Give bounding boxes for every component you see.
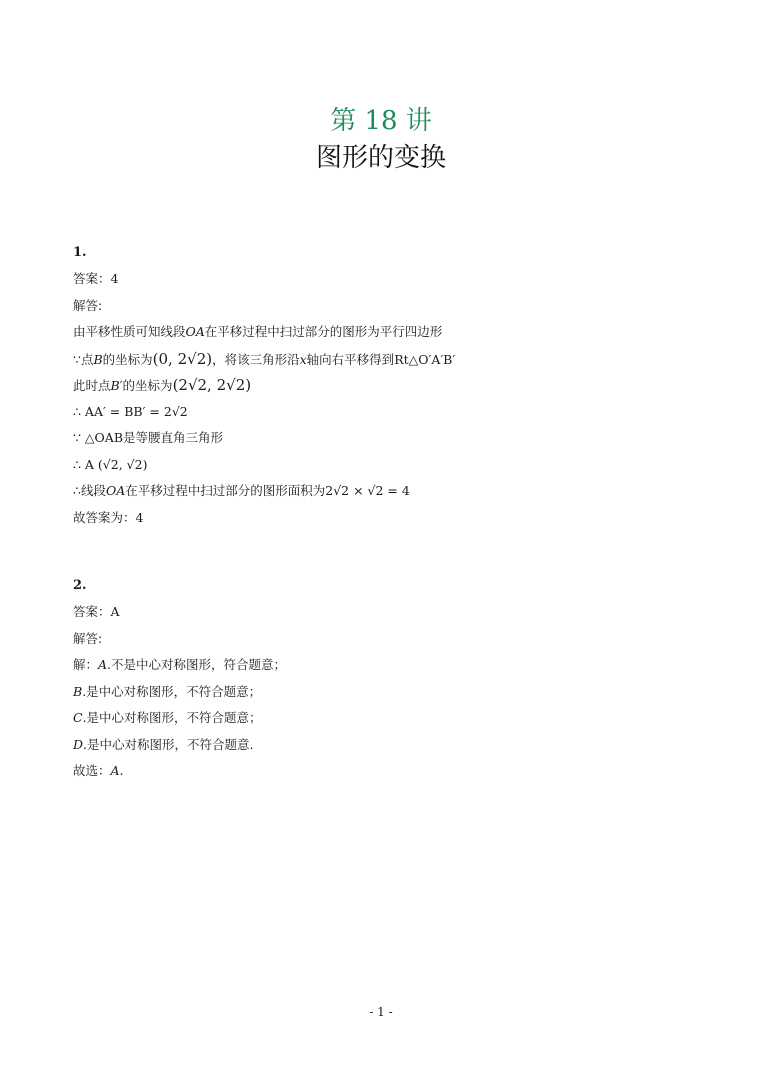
math-expr: ∵ △OAB	[73, 430, 123, 445]
math-expr: ∴ AA′ = BB′ = 2√2	[73, 403, 188, 419]
solution-line-6	[73, 452, 693, 479]
text: 在平移过程中扫过部分的图形面积为	[125, 483, 326, 498]
text: 由平移性质可知线段	[73, 324, 186, 339]
answer-line	[73, 599, 693, 626]
question-number: 1.	[73, 245, 87, 260]
text: .是中心对称图形，不符合题意.	[83, 736, 254, 752]
text: 在平移过程中扫过部分的图形为平行四边形	[204, 324, 443, 339]
solution-line-4	[73, 399, 693, 426]
math-var: B	[93, 351, 103, 367]
solution-line-2	[73, 679, 693, 706]
final-answer-line	[73, 505, 693, 532]
math-var: C	[73, 710, 83, 725]
solution-line-5	[73, 425, 693, 452]
answer-value: A	[110, 604, 120, 619]
solution-line-1	[73, 652, 693, 679]
question-2	[73, 573, 693, 785]
solution-line-4	[73, 732, 693, 759]
math-var: A	[110, 763, 120, 778]
solution-line-7	[73, 478, 693, 505]
solution-line-1	[73, 319, 693, 346]
text: ∴线段	[73, 483, 106, 498]
text: 故选：	[73, 763, 111, 778]
math-var: OA	[185, 324, 205, 339]
text: 是等腰直角三角形	[123, 430, 224, 445]
math-var: OA	[105, 483, 126, 498]
math-expr: Rt△O′A′B′	[394, 351, 456, 367]
solution-label: 解答:	[73, 630, 103, 646]
solution-label: 解答:	[73, 297, 103, 313]
solution-line-5	[73, 758, 693, 785]
answer-label: 答案：	[73, 604, 111, 619]
math-var: A	[98, 657, 108, 672]
answer-value: 4	[110, 271, 119, 286]
page-number: - 1 -	[369, 1005, 393, 1019]
answer-label: 答案：	[73, 271, 111, 286]
text: 的坐标为	[102, 351, 153, 367]
solution-line-3	[73, 372, 693, 399]
solution-line-2	[73, 346, 693, 373]
text: 轴向右平移得到	[306, 351, 395, 367]
page-title: 图形的变换	[315, 143, 446, 173]
math-var: B′	[110, 378, 123, 393]
text: ∵点	[73, 351, 94, 367]
question-1	[73, 240, 693, 531]
math-coord: (0, 2√2)	[152, 349, 213, 368]
math-var: D	[73, 736, 84, 752]
text: 故答案为：	[73, 509, 136, 525]
question-number: 2.	[73, 578, 87, 593]
text: 的坐标为	[122, 378, 173, 393]
math-value: 4	[135, 509, 144, 525]
math-expr: 2√2 × √2 = 4	[325, 483, 410, 498]
answer-line	[73, 266, 693, 293]
text: .不是中心对称图形，符合题意；	[107, 657, 287, 672]
text: 解：	[73, 657, 99, 672]
text: .是中心对称图形，不符合题意；	[82, 683, 262, 699]
solution-line-3	[73, 705, 693, 732]
text: 此时点	[73, 378, 111, 393]
math-var: x	[299, 351, 307, 367]
text: .是中心对称图形，不符合题意；	[82, 710, 262, 725]
math-var: B	[73, 683, 83, 699]
math-coord: (2√2, 2√2)	[172, 376, 252, 394]
text: ，将该三角形沿	[212, 351, 300, 367]
chapter-heading: 第 18 讲	[330, 106, 432, 136]
text: .	[119, 763, 124, 778]
math-expr: ∴ A (√2, √2)	[73, 456, 148, 472]
